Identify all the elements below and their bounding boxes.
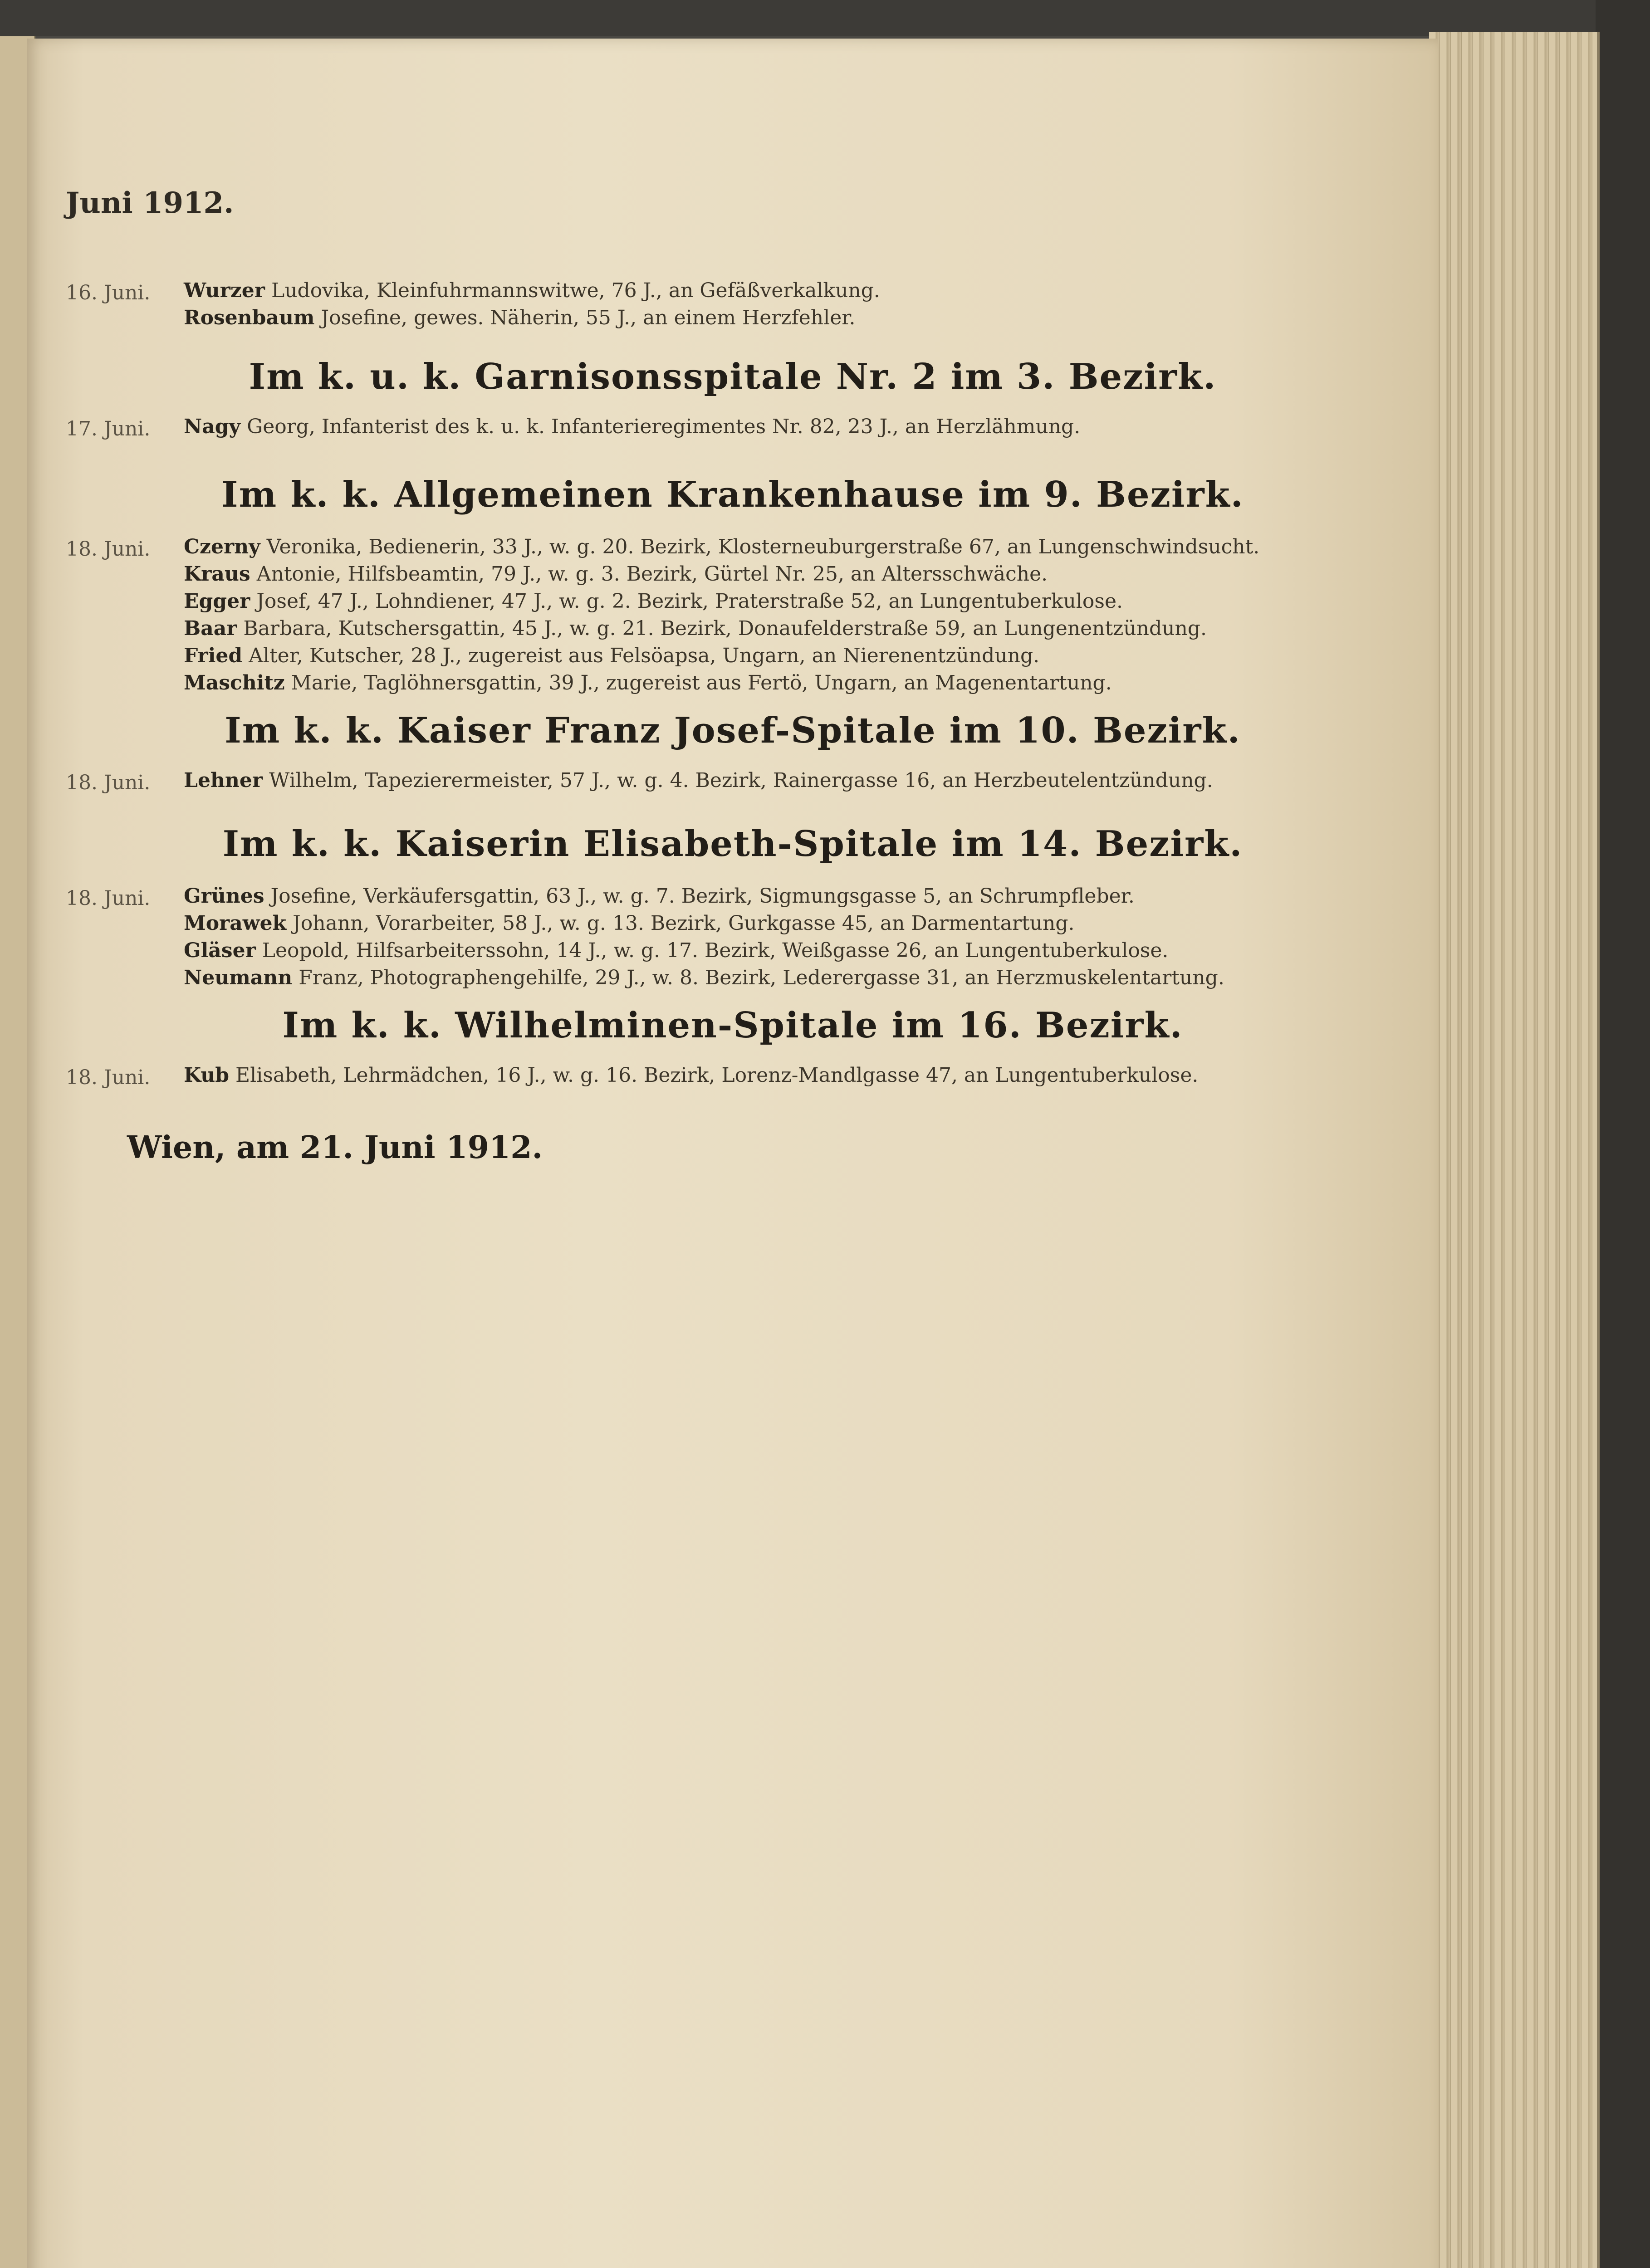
- entry-name: Rosenbaum: [184, 306, 315, 329]
- entry-date: 18. Juni.: [66, 771, 151, 794]
- entry-text: Josefine, gewes. Näherin, 55 J., an einem Herzfehler.: [321, 306, 856, 329]
- section-heading: Im k. k. Wilhelminen-Spitale im 16. Bezirk.: [282, 1005, 1183, 1046]
- entry-text: Josefine, Verkäufersgattin, 63 J., w. g. 7. Bezirk, Sigmungsgasse 5, an Schrumpfleber.: [270, 885, 1135, 908]
- entry-text: Marie, Taglöhnersgattin, 39 J., zugereist aus Fertö, Ungarn, an Magenentartung.: [291, 671, 1112, 694]
- entry-text: Georg, Infanterist des k. u. k. Infanterieregimentes Nr. 82, 23 J., an Herzlähmung.: [247, 415, 1081, 438]
- entry-name: Grünes: [184, 885, 264, 908]
- list-item: [184, 535, 1318, 558]
- list-item: [184, 306, 1318, 329]
- list-item: [184, 617, 1318, 640]
- entry-text: Antonie, Hilfsbeamtin, 79 J., w. g. 3. Bezirk, Gürtel Nr. 25, an Altersschwäche.: [256, 562, 1048, 586]
- entry-date: 17. Juni.: [66, 417, 151, 440]
- entry-text: Franz, Photographengehilfe, 29 J., w. 8. Bezirk, Lederergasse 31, an Herzmuskelentartung.: [299, 966, 1224, 989]
- entry-name: Lehner: [184, 769, 263, 792]
- list-item: [184, 966, 1318, 989]
- entry-text: Veronika, Bedienerin, 33 J., w. g. 20. Bezirk, Klosterneuburgerstraße 67, an Lungenschwindsucht.: [266, 535, 1260, 558]
- section-heading: Im k. k. Allgemeinen Krankenhause im 9. Bezirk.: [221, 474, 1244, 515]
- entry-name: Kub: [184, 1064, 230, 1087]
- entry-name: Fried: [184, 644, 243, 667]
- entry-name: Gläser: [184, 939, 256, 962]
- entry-text: Wilhelm, Tapezierermeister, 57 J., w. g. 4. Bezirk, Rainergasse 16, an Herzbeutelentzündung.: [269, 769, 1213, 792]
- list-item: [184, 415, 1318, 438]
- section-heading: Im k. k. Kaiserin Elisabeth-Spitale im 14. Bezirk.: [222, 823, 1243, 865]
- entry-name: Baar: [184, 617, 237, 640]
- list-item: [184, 885, 1318, 908]
- entry-text: Leopold, Hilfsarbeiterssohn, 14 J., w. g. 17. Bezirk, Weißgasse 26, an Lungentuberkulose.: [262, 939, 1169, 962]
- entry-date: 18. Juni.: [66, 538, 151, 561]
- list-item: [184, 590, 1318, 613]
- entry-name: Czerny: [184, 535, 260, 558]
- month-header: Juni 1912.: [66, 186, 234, 220]
- section-heading: Im k. k. Kaiser Franz Josef-Spitale im 10. Bezirk.: [225, 710, 1241, 751]
- entry-name: Egger: [184, 590, 250, 613]
- entry-name: Maschitz: [184, 671, 285, 694]
- page-stack-edges: [1429, 32, 1600, 2268]
- list-item: [184, 671, 1318, 694]
- entry-name: Neumann: [184, 966, 293, 989]
- entry-text: Barbara, Kutschersgattin, 45 J., w. g. 21. Bezirk, Donaufelderstraße 59, an Lungenentzündung.: [243, 617, 1207, 640]
- list-item: [184, 644, 1318, 667]
- section-heading: Im k. u. k. Garnisonsspitale Nr. 2 im 3. Bezirk.: [249, 356, 1217, 397]
- entry-date: 18. Juni.: [66, 887, 151, 910]
- document-page: [27, 39, 1438, 2268]
- entry-name: Nagy: [184, 415, 241, 438]
- closing-line: Wien, am 21. Juni 1912.: [127, 1129, 543, 1166]
- entry-name: Morawek: [184, 912, 287, 935]
- document-body: [27, 39, 1438, 2268]
- entry-name: Wurzer: [184, 279, 265, 302]
- entry-text: Johann, Vorarbeiter, 58 J., w. g. 13. Bezirk, Gurkgasse 45, an Darmentartung.: [293, 912, 1075, 935]
- entry-text: Ludovika, Kleinfuhrmannswitwe, 76 J., an Gefäßverkalkung.: [271, 279, 880, 302]
- list-item: [184, 912, 1318, 935]
- entry-text: Josef, 47 J., Lohndiener, 47 J., w. g. 2. Bezirk, Praterstraße 52, an Lungentuberkulose.: [256, 590, 1123, 613]
- entry-text: Elisabeth, Lehrmädchen, 16 J., w. g. 16. Bezirk, Lorenz-Mandlgasse 47, an Lungentuberkulose.: [235, 1064, 1199, 1087]
- entry-name: Kraus: [184, 562, 250, 586]
- entry-text: Alter, Kutscher, 28 J., zugereist aus Felsöapsa, Ungarn, an Nierenentzündung.: [249, 644, 1040, 667]
- list-item: [184, 279, 1318, 302]
- list-item: [184, 939, 1318, 962]
- list-item: [184, 1064, 1318, 1087]
- entry-date: 16. Juni.: [66, 281, 151, 304]
- background-top: [0, 0, 1650, 36]
- list-item: [184, 562, 1318, 586]
- list-item: [184, 769, 1318, 792]
- entry-date: 18. Juni.: [66, 1066, 151, 1089]
- background-right: [1596, 0, 1650, 2268]
